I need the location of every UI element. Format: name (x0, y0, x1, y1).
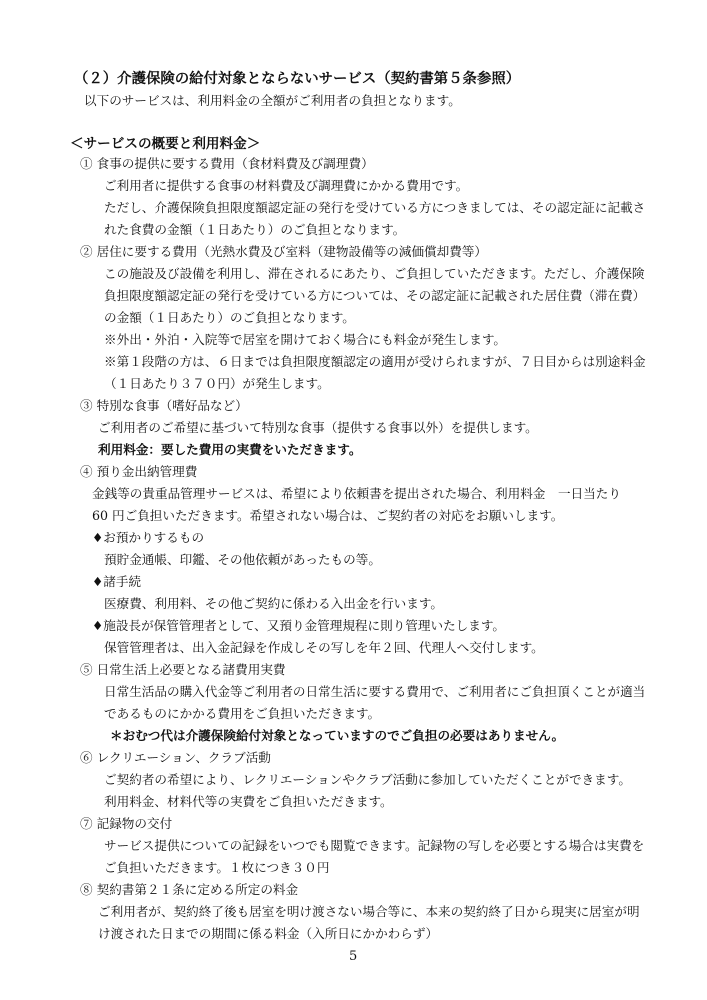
services-subheading: ＜サービスの概要と利用料金＞ (70, 136, 261, 152)
section-heading: （２）介護保険の給付対象とならないサービス（契約書第５条参照） (74, 71, 521, 87)
item-4-line: 金銭等の貴重品管理サービスは、希望により依頼書を提出された場合、利用料金 一日当たり (92, 486, 621, 501)
item-5-title: ⑤ 日常生活上必要となる諸費用実費 (80, 662, 286, 677)
intro-text: 以下のサービスは、利用料金の全額がご利用者の負担となります。 (84, 93, 461, 108)
item-2-note: ※第１段階の方は、６日までは負担限度額認定の適用が受けられますが、７日目からは別途料金 (104, 354, 646, 369)
item-1-line: れた食費の金額（１日あたり）のご負担となります。 (104, 222, 406, 237)
item-1-line: ただし、介護保険負担限度額認定証の発行を受けている方につきましては、その認定証に記載さ (104, 200, 646, 215)
item-4-line: 預貯金通帳、印鑑、その他依頼があったもの等。 (104, 552, 381, 567)
item-5-diaper-note: ＊おむつ代は介護保険給付対象となっていますのでご負担の必要はありません。 (110, 728, 565, 743)
item-3-line: ご利用者のご希望に基づいて特別な食事（提供する食事以外）を提供します。 (98, 420, 538, 435)
item-2-line: この施設及び設備を利用し、滞在されるにあたり、ご負担していただきます。ただし、介護保険 (104, 266, 645, 281)
item-4-bullet: ♦お預かりするもの (92, 530, 205, 545)
item-8-line: ご利用者が、契約終了後も居室を明け渡さない場合等に、本来の契約終了日から現実に居室が明 (98, 904, 640, 919)
item-4-line: 60 円ご負担いただきます。希望されない場合は、ご契約者の対応をお願いします。 (92, 508, 564, 523)
item-1-line: ご利用者に提供する食事の材料費及び調理費にかかる費用です。 (104, 178, 469, 193)
item-7-line: ご負担いただきます。１枚につき３０円 (104, 860, 330, 875)
item-5-line: 日常生活品の購入代金等ご利用者の日常生活に要する費用で、ご利用者にご負担頂くことが適当 (104, 684, 646, 699)
item-3-fee-note: 利用料金：要した費用の実費をいただきます。 (98, 442, 362, 457)
item-5-line: であるものにかかる費用をご負担いただきます。 (104, 706, 381, 721)
item-6-line: 利用料金、材料代等の実費をご負担いただきます。 (104, 794, 393, 809)
item-7-title: ⑦ 記録物の交付 (80, 816, 173, 831)
item-6-title: ⑥ レクリエーション、クラブ活動 (80, 750, 271, 765)
page-number: 5 (349, 949, 358, 964)
item-2-note: ※外出・外泊・入院等で居室を開けておく場合にも料金が発生します。 (104, 332, 506, 347)
item-8-title: ⑧ 契約書第２１条に定める所定の料金 (80, 882, 299, 897)
item-8-line: け渡された日までの期間に係る料金（入所日にかかわらず） (98, 926, 439, 941)
item-2-title: ② 居住に要する費用（光熱水費及び室料（建物設備等の減価償却費等） (80, 244, 488, 259)
item-4-title: ④ 預り金出納管理費 (80, 464, 198, 479)
item-1-title: ① 食事の提供に要する費用（食材料費及び調理費） (80, 156, 374, 171)
item-3-title: ③ 特別な食事（嗜好品など） (80, 398, 248, 413)
item-6-line: ご契約者の希望により、レクリエーションやクラブ活動に参加していただくことができます。 (104, 772, 631, 787)
item-4-bullet: ♦諸手続 (92, 574, 142, 589)
item-2-line: の金額（１日あたり）のご負担となります。 (104, 310, 355, 325)
item-7-line: サービス提供についての記録をいつでも閲覧できます。記録物の写しを必要とする場合は実費を (104, 838, 645, 853)
item-4-line: 医療費、利用料、その他ご契約に係わる入出金を行います。 (104, 596, 444, 611)
item-4-line: 保管管理者は、出入金記録を作成しその写しを年２回、代理人へ交付します。 (104, 640, 544, 655)
item-2-line: 負担限度額認定証の発行を受けている方については、その認定証に記載された居住費（滞在費） (104, 288, 646, 303)
item-2-line: （１日あたり３７０円）が発生します。 (104, 376, 330, 391)
item-4-bullet: ♦施設長が保管管理者として、又預り金管理規程に則り管理いたします。 (92, 618, 506, 633)
